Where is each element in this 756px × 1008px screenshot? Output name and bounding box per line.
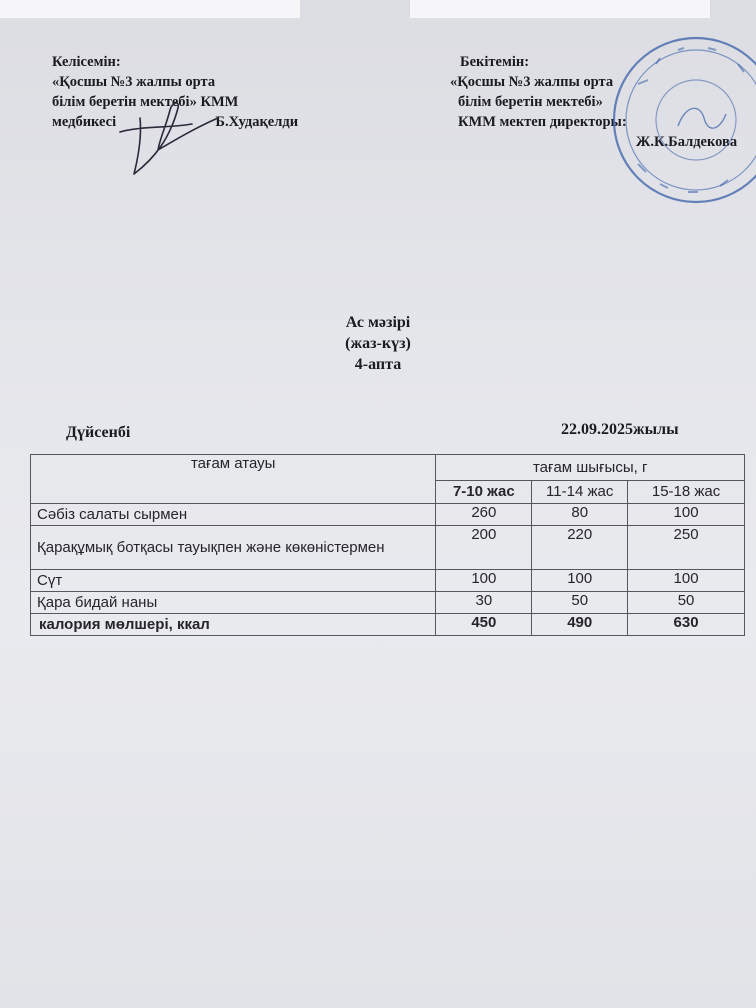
day-of-week: Дүйсенбі	[66, 424, 131, 441]
document-title	[0, 312, 756, 375]
agreed-role: медбикесі	[52, 114, 117, 130]
total-row	[31, 614, 745, 636]
portion-11-14: 100	[532, 570, 628, 592]
dish-name: Сәбіз салаты сырмен	[31, 504, 436, 526]
col-header-dish: тағам атауы	[31, 455, 436, 504]
portion-11-14: 50	[532, 592, 628, 614]
agreed-name: Б.Худақелди	[215, 114, 299, 130]
portion-7-10: 30	[436, 592, 532, 614]
age-header-2: 11-14 жас	[532, 480, 628, 503]
dish-name: Қара бидай наны	[31, 592, 436, 614]
age-header-3: 15-18 жас	[628, 480, 745, 503]
approved-line3: КММ мектеп директоры:	[458, 114, 627, 130]
dish-name: Қарақұмық ботқасы тауықпен және көкөністермен	[31, 526, 436, 570]
menu-table	[30, 454, 745, 636]
portion-15-18: 250	[628, 526, 745, 570]
document-date: 22.09.2025жылы	[561, 421, 679, 438]
portion-15-18: 100	[628, 504, 745, 526]
portion-11-14: 80	[532, 504, 628, 526]
table-row	[31, 526, 745, 570]
school-seal-icon	[608, 34, 756, 206]
total-15-18: 630	[628, 614, 745, 636]
title-line3: 4-апта	[354, 356, 402, 373]
agreed-line2: білім беретін мектебі» КММ	[52, 94, 239, 110]
table-row	[31, 504, 745, 526]
portion-7-10: 260	[436, 504, 532, 526]
agreed-line1: «Қосшы №3 жалпы орта	[52, 74, 216, 90]
portion-15-18: 50	[628, 592, 745, 614]
nurse-signature-icon	[100, 98, 230, 180]
total-label: калория мөлшері, ккал	[31, 614, 436, 636]
top-glare-right	[410, 0, 710, 18]
table-row	[31, 570, 745, 592]
col-header-output: тағам шығысы, г	[436, 455, 745, 481]
approved-heading: Бекітемін:	[460, 54, 530, 70]
approved-line2: білім беретін мектебі»	[458, 94, 603, 110]
title-line2: (жаз-күз)	[345, 335, 411, 352]
total-7-10: 450	[436, 614, 532, 636]
total-11-14: 490	[532, 614, 628, 636]
table-row	[31, 592, 745, 614]
portion-15-18: 100	[628, 570, 745, 592]
dish-name: Сүт	[31, 570, 436, 592]
age-header-1: 7-10 жас	[436, 480, 532, 503]
approved-line1: «Қосшы №3 жалпы орта	[450, 74, 614, 90]
approved-line4: Ж.К.Балдекова	[636, 134, 738, 150]
top-glare-left	[0, 0, 300, 18]
portion-11-14: 220	[532, 526, 628, 570]
title-line1: Ас мәзірі	[345, 314, 411, 331]
agreed-heading: Келісемін:	[52, 54, 121, 70]
portion-7-10: 200	[436, 526, 532, 570]
portion-7-10: 100	[436, 570, 532, 592]
